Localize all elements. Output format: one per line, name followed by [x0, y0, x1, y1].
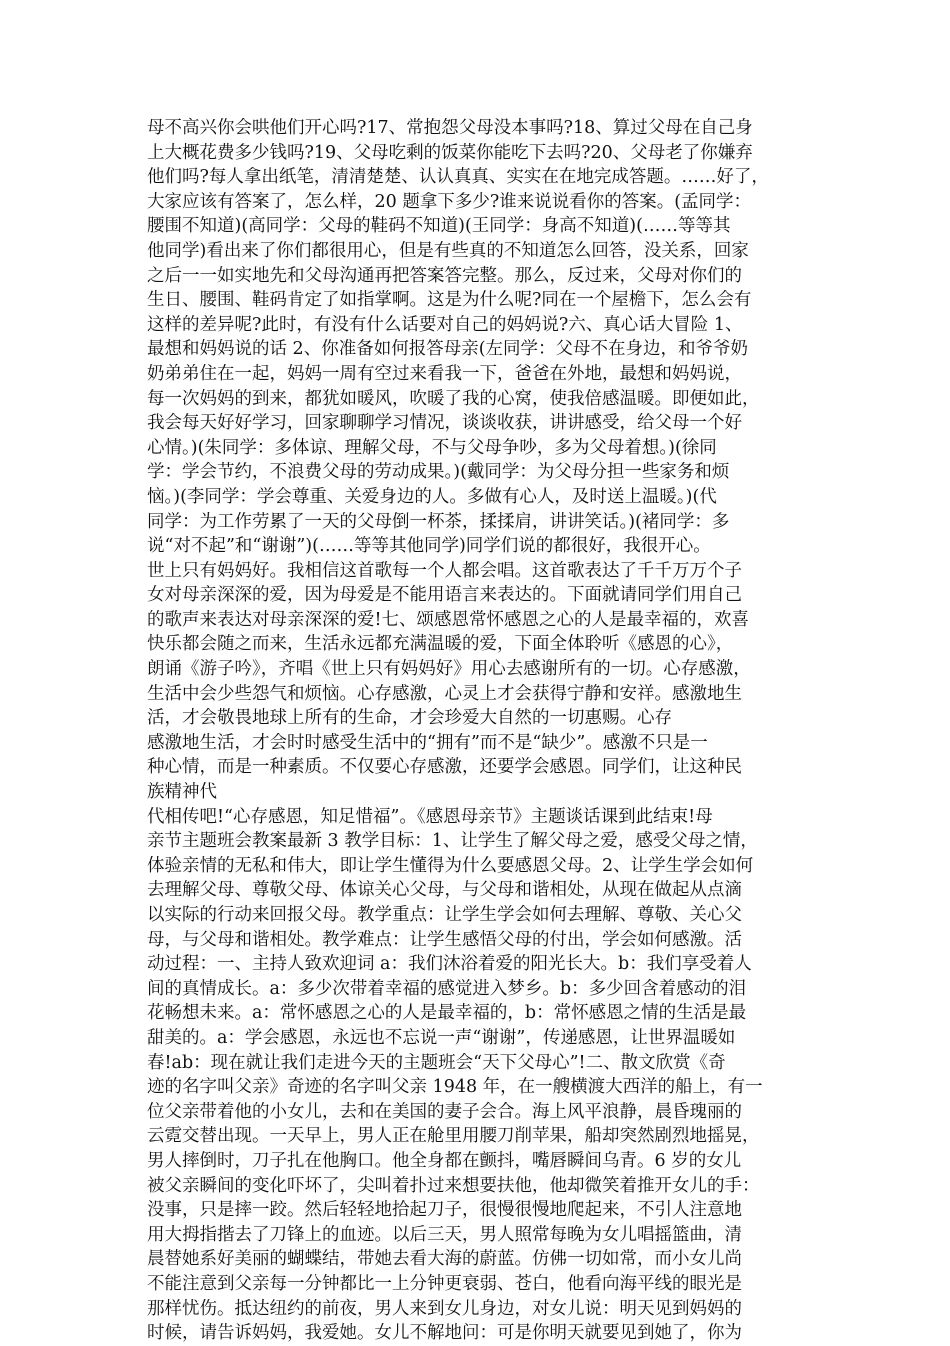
- text-line: 母不高兴你会哄他们开心吗?17、常抱怨父母没本事吗?18、算过父母在自己身: [147, 118, 753, 138]
- text-line: 生日、腰围、鞋码肯定了如指掌啊。这是为什么呢?同在一个屋檐下，怎么会有: [147, 290, 752, 311]
- text-line: 代相传吧!“心存感恩，知足惜福”。《感恩母亲节》主题谈话课到此结束!母: [147, 806, 713, 827]
- text-line: 每一次妈妈的到来，都犹如暖风，吹暖了我的心窝，使我倍感温暖。即便如此，: [147, 388, 760, 409]
- text-line: 这样的差异呢?此时，有没有什么话要对自己的妈妈说?六、真心话大冒险 1、: [147, 314, 743, 335]
- text-line: 云霓交替出现。一天早上，男人正在舱里用腰刀削苹果，船却突然剧烈地摇晃，: [147, 1126, 760, 1147]
- text-line: 体验亲情的无私和伟大，即让学生懂得为什么要感恩父母。2、让学生学会如何: [147, 855, 754, 876]
- body-text: [147, 116, 807, 1346]
- text-line: 去理解父母、尊敬父母、体谅关心父母，与父母和谐相处，从现在做起从点滴: [147, 880, 742, 901]
- text-line: 迹的名字叫父亲》奇迹的名字叫父亲 1948 年，在一艘横渡大西洋的船上，有一: [147, 1077, 763, 1098]
- text-line: 动过程：一、主持人致欢迎词 a：我们沐浴着爱的阳光长大。b：我们享受着人: [147, 954, 752, 975]
- text-line: 学：学会节约，不浪费父母的劳动成果。)(戴同学：为父母分担一些家务和烦: [147, 462, 730, 483]
- text-line: 朗诵《游子吟》，齐唱《世上只有妈妈好》用心去感谢所有的一切。心存感激，: [147, 659, 751, 680]
- text-line: 我会每天好好学习，回家聊聊学习情况，谈谈收获，讲讲感受，给父母一个好: [147, 413, 742, 434]
- text-line: 被父亲瞬间的变化吓坏了，尖叫着扑过来想要扶他，他却微笑着推开女儿的手：: [147, 1175, 760, 1196]
- text-line: 晨替她系好美丽的蝴蝶结，带她去看大海的蔚蓝。仿佛一切如常，而小女儿尚: [147, 1249, 742, 1270]
- text-line: 奶弟弟住在一起，妈妈一周有空过来看我一下，爸爸在外地，最想和妈妈说，: [147, 363, 742, 384]
- text-line: 他同学)看出来了你们都很用心，但是有些真的不知道怎么回答，没关系，回家: [147, 240, 749, 261]
- text-line: 说“对不起”和“谢谢”)(……等等其他同学)同学们说的都很好，我很开心。: [147, 536, 711, 557]
- text-line: 腰围不知道)(高同学：父母的鞋码不知道)(王同学：身高不知道)(……等等其: [147, 216, 731, 237]
- text-line: 用大拇指揩去了刀锋上的血迹。以后三天，男人照常每晚为女儿唱摇篮曲，清: [147, 1224, 742, 1245]
- text-line: 上大概花费多少钱吗?19、父母吃剩的饭菜你能吃下去吗?20、父母老了你嫌弃: [147, 142, 753, 163]
- text-line: 他们吗?每人拿出纸笔，清清楚楚、认认真真、实实在在地完成答题。……好了，: [147, 167, 769, 188]
- text-line: 最想和妈妈说的话 2、你准备如何报答母亲(左同学：父母不在身边，和爷爷奶: [147, 339, 749, 360]
- text-line: 活，才会敬畏地球上所有的生命，才会珍爱大自然的一切惠赐。心存: [147, 708, 672, 729]
- text-line: 心情。)(朱同学：多体谅、理解父母，不与父母争吵，多为父母着想。)(徐同: [147, 437, 717, 458]
- text-line: 族精神代: [147, 782, 217, 803]
- text-line: 没事，只是摔一跤。然后轻轻地拾起刀子，很慢很慢地爬起来，不引人注意地: [147, 1200, 742, 1221]
- text-line: 恼。)(李同学：学会尊重、关爱身边的人。多做有心人，及时送上温暖。)(代: [147, 486, 717, 507]
- text-line: 的歌声来表达对母亲深深的爱!七、颂感恩常怀感恩之心的人是最幸福的，欢喜: [147, 609, 750, 630]
- text-line: 大家应该有答案了，怎么样，20 题拿下多少?谁来说说看你的答案。(孟同学：: [147, 191, 752, 212]
- text-line: 快乐都会随之而来，生活永远都充满温暖的爱，下面全体聆听《感恩的心》，: [147, 634, 734, 655]
- text-line: 春!ab：现在就让我们走进今天的主题班会“天下父母心”!二、散文欣赏《奇: [147, 1052, 726, 1073]
- text-line: 男人摔倒时，刀子扎在他胸口。他全身都在颤抖，嘴唇瞬间乌青。6 岁的女儿: [147, 1150, 742, 1171]
- text-line: 花畅想未来。a：常怀感恩之心的人是最幸福的，b：常怀感恩之情的生活是最: [147, 1003, 747, 1024]
- text-line: 之后一一如实地先和父母沟通再把答案答完整。那么，反过来，父母对你们的: [147, 265, 742, 286]
- text-line: 间的真情成长。a：多少次带着幸福的感觉进入梦乡。b：多少回含着感动的泪: [147, 978, 747, 999]
- text-line: 亲节主题班会教案最新 3 教学目标：1、让学生了解父母之爱，感受父母之情，: [147, 831, 758, 852]
- text-line: 那样忧伤。抵达纽约的前夜，男人来到女儿身边，对女儿说：明天见到妈妈的: [147, 1298, 742, 1319]
- text-line: 世上只有妈妈好。我相信这首歌每一个人都会唱。这首歌表达了千千万万个子: [147, 560, 742, 581]
- text-line: 以实际的行动来回报父母。教学重点：让学生学会如何去理解、尊敬、关心父: [147, 905, 742, 925]
- text-line: 感激地生活，才会时时感受生活中的“拥有”而不是“缺少”。感激不只是一: [147, 732, 708, 753]
- text-line: 位父亲带着他的小女儿，去和在美国的妻子会合。海上风平浪静，晨昏瑰丽的: [147, 1101, 742, 1122]
- text-line: 种心情，而是一种素质。不仅要心存感激，还要学会感恩。同学们，让这种民: [147, 757, 742, 778]
- text-line: 生活中会少些怨气和烦恼。心存感激，心灵上才会获得宁静和安祥。感激地生: [147, 683, 742, 704]
- text-line: 甜美的。a：学会感恩，永远也不忘说一声“谢谢”，传递感恩，让世界温暖如: [147, 1027, 736, 1048]
- text-line: 母，与父母和谐相处。教学难点：让学生感悟父母的付出，学会如何感激。活: [147, 929, 742, 950]
- text-line: 时候，请告诉妈妈，我爱她。女儿不解地问：可是你明天就要见到她了，你为: [147, 1323, 742, 1344]
- text-line: 女对母亲深深的爱，因为母爱是不能用语言来表达的。下面就请同学们用自己: [147, 585, 742, 606]
- text-line: 不能注意到父亲每一分钟都比一上分钟更衰弱、苍白，他看向海平线的眼光是: [147, 1273, 742, 1294]
- text-line: 同学：为工作劳累了一天的父母倒一杯茶，揉揉肩，讲讲笑话。)(褚同学：多: [147, 511, 730, 532]
